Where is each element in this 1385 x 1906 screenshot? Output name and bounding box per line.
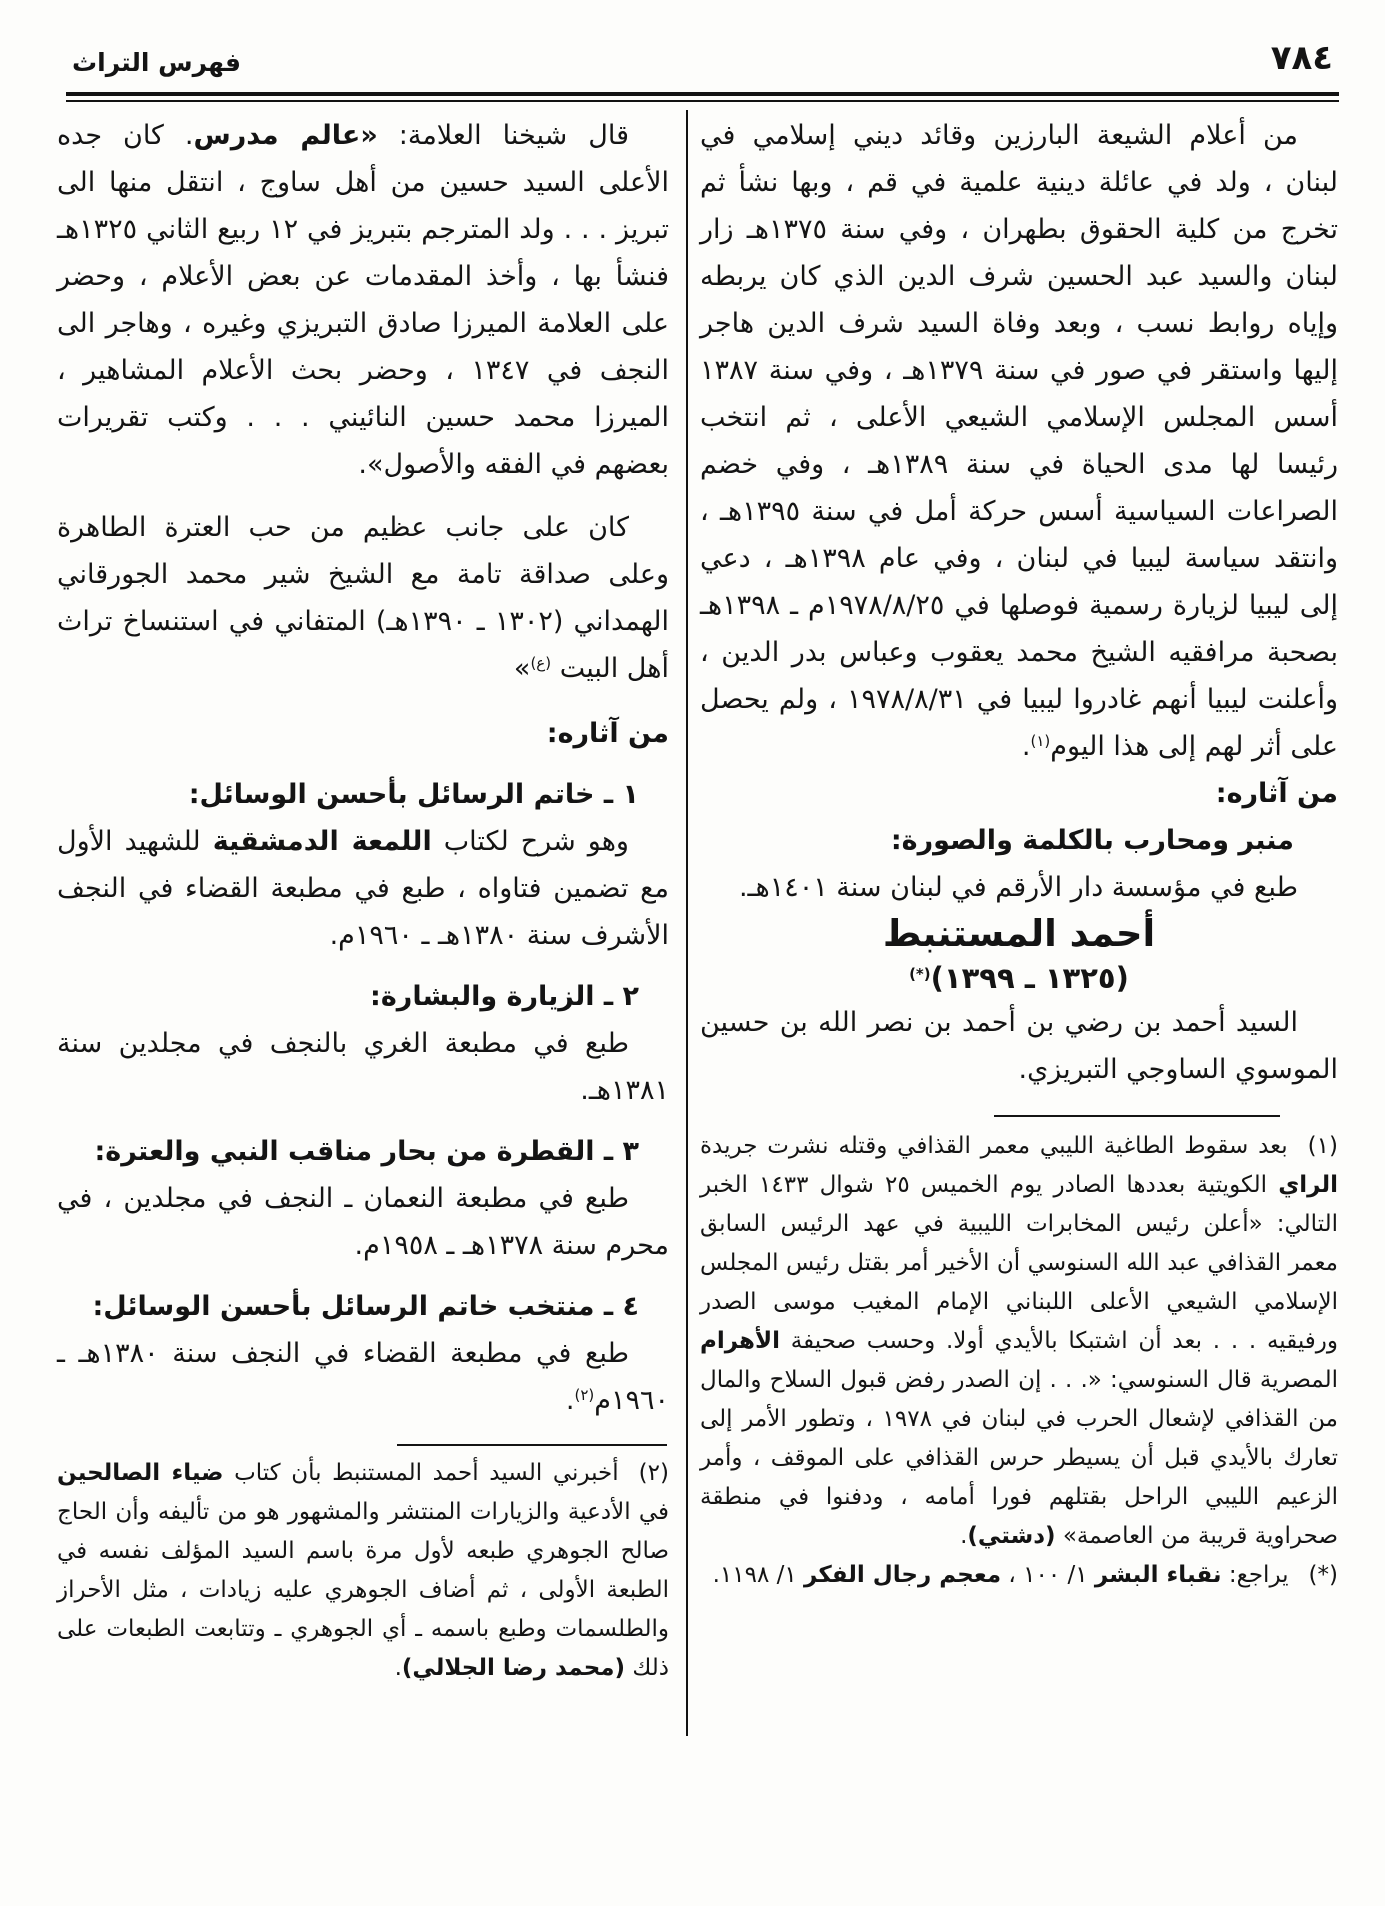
footnote-star-marker: (*) xyxy=(1308,1562,1338,1588)
footnote-1-marker: (١) xyxy=(1307,1133,1338,1159)
work-item-3-title: ٣ ـ القطرة من بحار مناقب النبي والعترة: xyxy=(94,1136,639,1167)
entry-lineage-paragraph: السيد أحمد بن رضي بن أحمد بن نصر الله بن حسين الموسوي الساوجي التبريزي. xyxy=(700,1007,1338,1085)
works-heading: من آثاره: xyxy=(1215,778,1338,809)
footnote-2-text: أخبرني السيد أحمد المستنبط بأن كتاب ضياء الصالحين في الأدعية والزيارات المنتشر والمشهور هو من تأليفه وأن الحاج صالح الجوهري طبعه لأول مرة باسم السيد المؤلف نفسه في الطبعة الأولى ، ثم أضاف الجوهري عليه زيادات ، مثل الأحراز والطلسمات وطبع باسمه ـ أي الجوهري ـ وتتابعت الطبعات على ذلك (محمد رضا الجلالي). xyxy=(57,1460,669,1681)
work-item-4-title: ٤ ـ منتخب خاتم الرسائل بأحسن الوسائل: xyxy=(92,1291,639,1322)
right-column xyxy=(700,112,1338,1595)
footnote-2 xyxy=(57,1454,669,1688)
running-head-title: فهرس التراث xyxy=(72,48,242,77)
footnote-rule xyxy=(397,1444,667,1446)
left-column xyxy=(57,112,669,1688)
work-item-1-title: ١ ـ خاتم الرسائل بأحسن الوسائل: xyxy=(188,779,639,810)
work-item-1-detail: وهو شرح لكتاب اللمعة الدمشقية للشهيد الأول مع تضمين فتاواه ، طبع في مطبعة القضاء في النجف الأشرف سنة ١٣٨٠هـ ـ ١٩٦٠م. xyxy=(57,826,669,951)
entry-name-heading: أحمد المستنبط xyxy=(882,912,1156,955)
devotion-paragraph: كان على جانب عظيم من حب العترة الطاهرة وعلى صداقة تامة مع الشيخ شير محمد الجورقاني الهمداني (١٣٠٢ ـ ١٣٩٠هـ) المتفاني في استنساخ تراث أهل البيت $^{(ع)}$» xyxy=(57,512,670,684)
page-number: ٧٨٤ xyxy=(1270,38,1333,78)
header-rule xyxy=(66,92,1339,102)
footnote-rule xyxy=(994,1115,1280,1117)
work-item-2-title: ٢ ـ الزيارة والبشارة: xyxy=(370,981,639,1012)
work-item-4-detail: طبع في مطبعة القضاء في النجف سنة ١٣٨٠هـ ـ ١٩٦٠م$^{(٢)}$. xyxy=(57,1338,669,1416)
footnote-star-text: يراجع: نقباء البشر ١/ ١٠٠ ، معجم رجال الفكر ١/ ١١٩٨. xyxy=(712,1562,1289,1588)
works-heading: من آثاره: xyxy=(546,718,669,749)
entry-dates: (١٣٢٥ ـ ١٣٩٩)(*) xyxy=(909,961,1129,995)
footnote-1-text: بعد سقوط الطاغية الليبي معمر القذافي وقتله نشرت جريدة الراي الكويتية بعددها الصادر يوم الخميس ٢٥ شوال ١٤٣٣ الخبر التالي: «أعلن رئيس المخابرات الليبية في عهد الرئيس السابق معمر القذافي عبد الله السنوسي أن الأخير أمر بقتل رئيس المجلس الإسلامي الشيعي الأعلى اللبناني الإمام المغيب موسى الصدر ورفيقيه . . . بعد أن اشتبكا بالأيدي أولا. وحسب صحيفة الأهرام المصرية قال السنوسي: «. . . إن الصدر رفض قبول السلاح والمال من القذافي لإشعال الحرب في لبنان في ١٩٧٨ ، وتطور الأمر إلى تعارك بالأيدي قبل أن يسيطر حرس القذافي على الموقف ، وأمر الزعيم الليبي الراحل بقتلهم فورا أمامه ، ودفنوا في منطقة صحراوية قريبة من العاصمة» (دشتي). xyxy=(700,1133,1338,1549)
footnote-2-marker: (٢) xyxy=(638,1460,669,1486)
work-title: منبر ومحارب بالكلمة والصورة: xyxy=(890,825,1294,856)
footnote-star xyxy=(700,1556,1338,1595)
biography-paragraph: من أعلام الشيعة البارزين وقائد ديني إسلامي في لبنان ، ولد في عائلة دينية علمية في قم ، وبها نشأ ثم تخرج من كلية الحقوق بطهران ، وفي سنة ١٣٧٥هـ زار لبنان والسيد عبد الحسين شرف الدين الذي كان يربطه وإياه روابط نسب ، وبعد وفاة السيد شرف الدين هاجر إليها واستقر في صور في سنة ١٣٧٩هـ ، وفي سنة ١٣٨٧ أسس المجلس الإسلامي الشيعي الأعلى ، ثم انتخب رئيسا لها مدى الحياة في سنة ١٣٨٩هـ ، وفي خضم الصراعات السياسية أسس حركة أمل في سنة ١٣٩٥هـ ، وانتقد سياسة ليبيا في لبنان ، وفي عام ١٣٩٨هـ ، دعي إلى ليبيا لزيارة رسمية فوصلها في ١٩٧٨/٨/٢٥م ـ ١٣٩٨هـ بصحبة مرافقيه الشيخ محمد يعقوب وعباس بدر الدين ، وأعلنت ليبيا أنهم غادروا ليبيا في ١٩٧٨/٨/٣١ ، ولم يحصل على أثر لهم إلى هذا اليوم$^{(١)}$. xyxy=(700,120,1339,762)
work-detail: طبع في مؤسسة دار الأرقم في لبنان سنة ١٤٠١هـ. xyxy=(738,872,1298,903)
quote-paragraph: قال شيخنا العلامة: «عالم مدرس. كان جده الأعلى السيد حسين من أهل ساوج ، انتقل منها الى تبريز . . . ولد المترجم بتبريز في ١٢ ربيع الثاني ١٣٢٥هـ فنشأ بها ، وأخذ المقدمات عن بعض الأعلام ، وحضر على العلامة الميرزا صادق التبريزي وغيره ، وهاجر الى النجف في ١٣٤٧ ، وحضر بحث الأعلام المشاهير ، الميرزا محمد حسين النائيني . . . وكتب تقريرات بعضهم في الفقه والأصول». xyxy=(57,120,669,480)
column-divider xyxy=(686,110,688,1736)
work-item-2-detail: طبع في مطبعة الغري بالنجف في مجلدين سنة ١٣٨١هـ. xyxy=(57,1028,669,1106)
work-item-3-detail: طبع في مطبعة النعمان ـ النجف في مجلدين ، في محرم سنة ١٣٧٨هـ ـ ١٩٥٨م. xyxy=(57,1183,669,1261)
footnote-1 xyxy=(700,1127,1338,1556)
